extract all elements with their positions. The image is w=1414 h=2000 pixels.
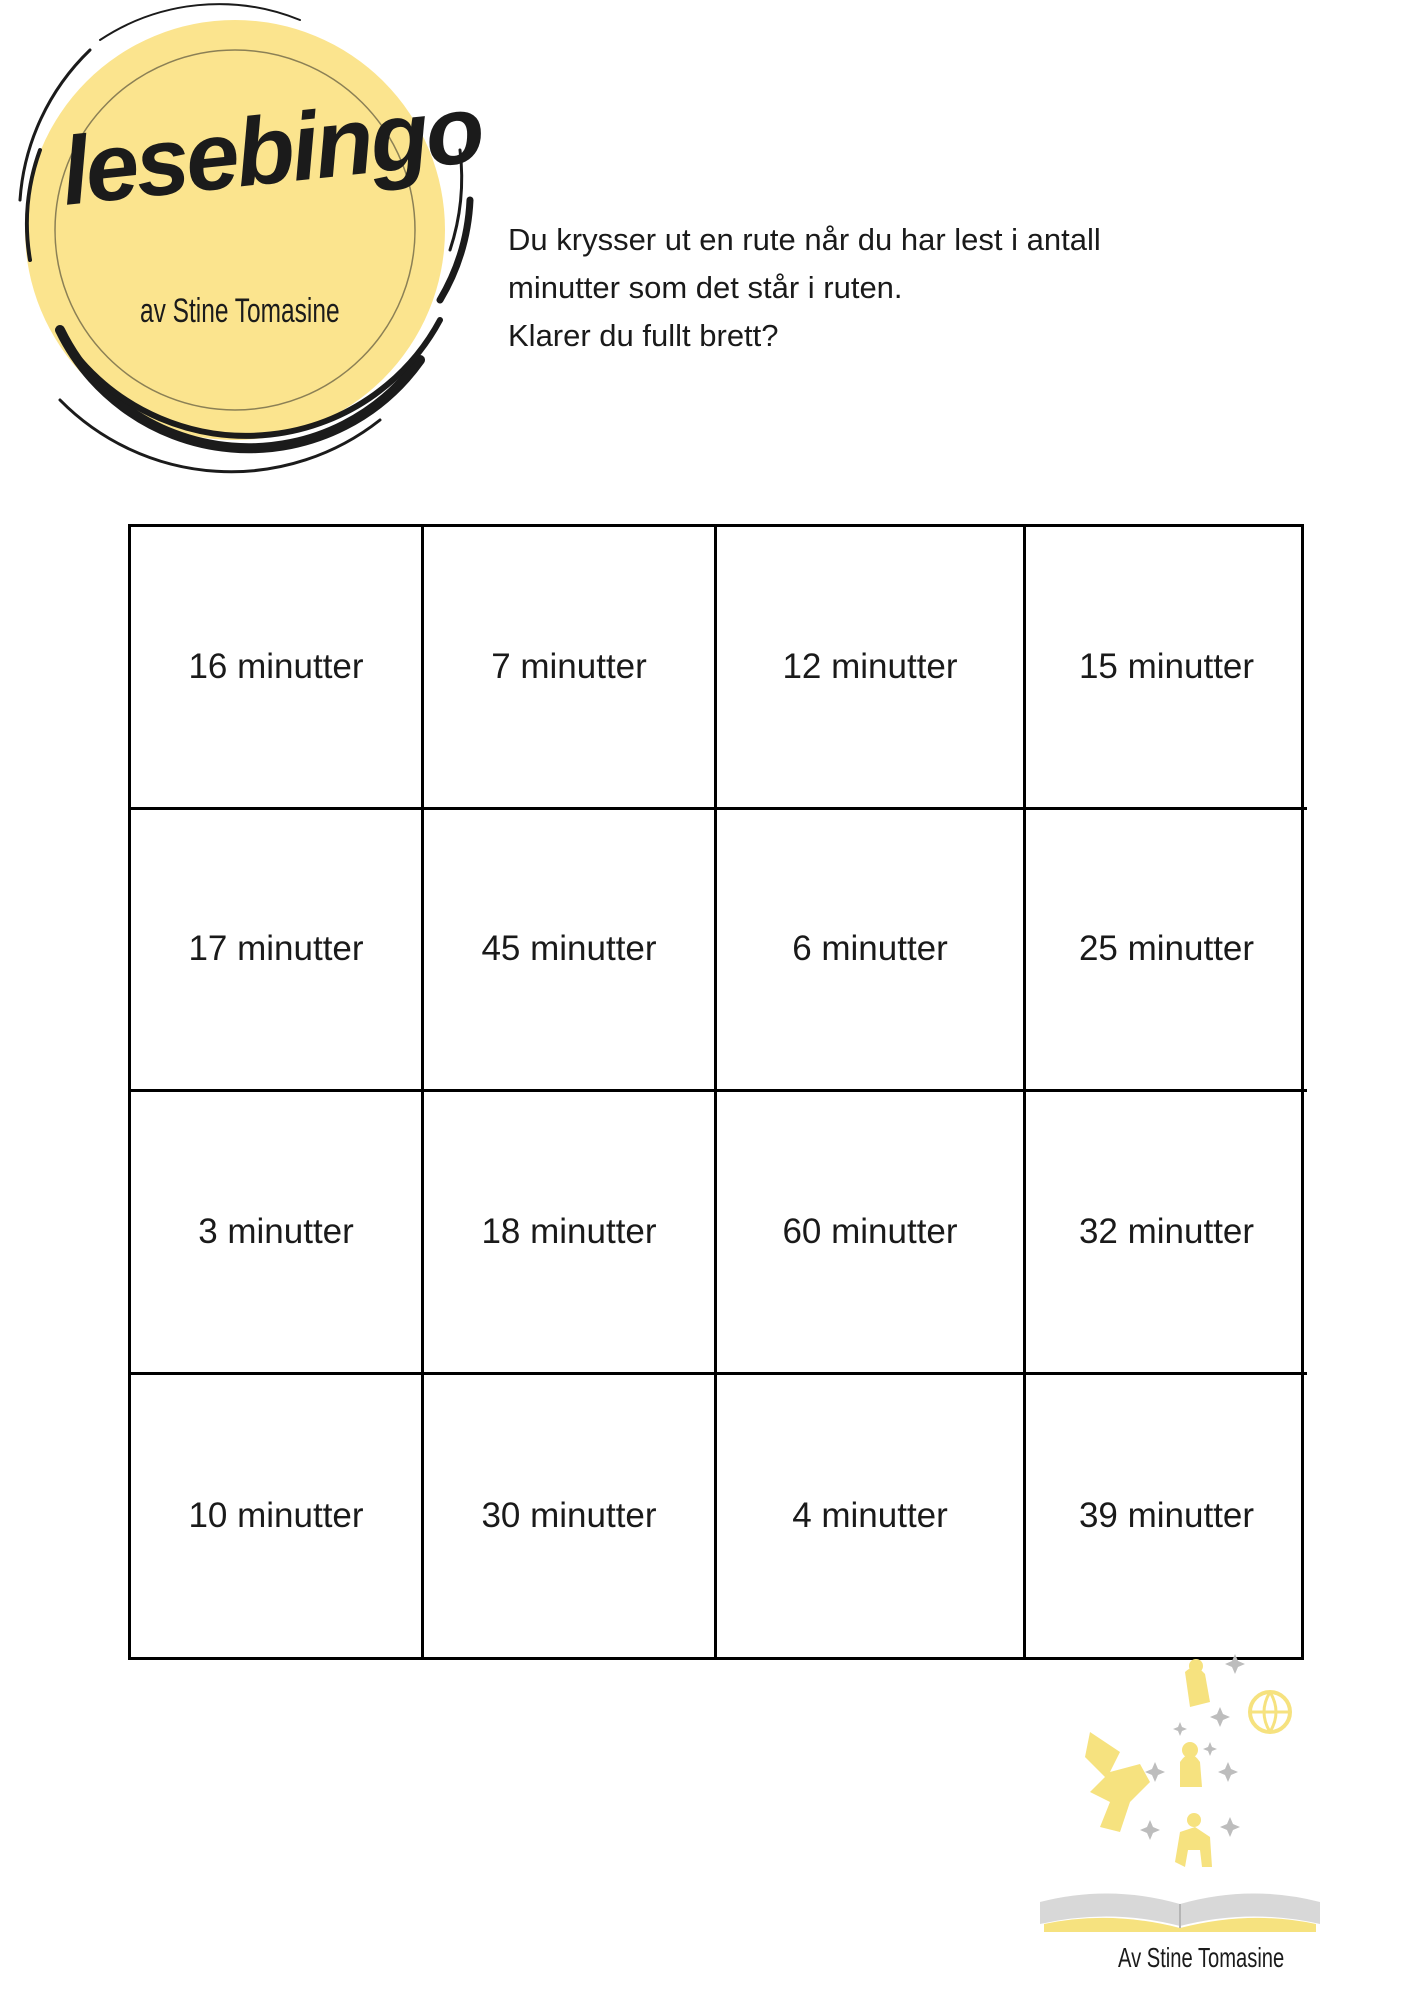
bingo-board bbox=[128, 524, 1304, 1660]
bingo-cell[interactable]: 6 minutter bbox=[717, 810, 1026, 1093]
footer-credit: Av Stine Tomasine bbox=[1118, 1942, 1285, 1973]
footer-logo bbox=[1030, 1652, 1330, 1982]
instructions bbox=[508, 216, 1328, 360]
logo-brush-circle bbox=[0, 0, 490, 490]
bingo-cell[interactable]: 18 minutter bbox=[424, 1092, 717, 1375]
bingo-cell[interactable]: 60 minutter bbox=[717, 1092, 1026, 1375]
instruction-line: Du krysser ut en rute når du har lest i antall bbox=[508, 222, 1101, 257]
instruction-line: Klarer du fullt brett? bbox=[508, 318, 779, 353]
bingo-cell[interactable]: 25 minutter bbox=[1026, 810, 1307, 1093]
bingo-cell[interactable]: 12 minutter bbox=[717, 527, 1026, 810]
bingo-cell[interactable]: 30 minutter bbox=[424, 1375, 717, 1658]
bingo-cell[interactable]: 17 minutter bbox=[131, 810, 424, 1093]
open-book-illustration bbox=[1030, 1652, 1330, 1942]
bingo-cell[interactable]: 16 minutter bbox=[131, 527, 424, 810]
bingo-cell[interactable]: 4 minutter bbox=[717, 1375, 1026, 1658]
bingo-cell[interactable]: 7 minutter bbox=[424, 527, 717, 810]
bingo-cell[interactable]: 45 minutter bbox=[424, 810, 717, 1093]
logo-title: lesebingo bbox=[56, 75, 487, 226]
logo-subtitle: av Stine Tomasine bbox=[140, 292, 340, 330]
instruction-line: minutter som det står i ruten. bbox=[508, 270, 903, 305]
bingo-cell[interactable]: 10 minutter bbox=[131, 1375, 424, 1658]
bingo-cell[interactable]: 3 minutter bbox=[131, 1092, 424, 1375]
bingo-cell[interactable]: 15 minutter bbox=[1026, 527, 1307, 810]
bingo-cell[interactable]: 39 minutter bbox=[1078, 1495, 1255, 1535]
lesebingo-logo bbox=[0, 0, 490, 490]
bingo-cell[interactable]: 32 minutter bbox=[1026, 1092, 1307, 1375]
